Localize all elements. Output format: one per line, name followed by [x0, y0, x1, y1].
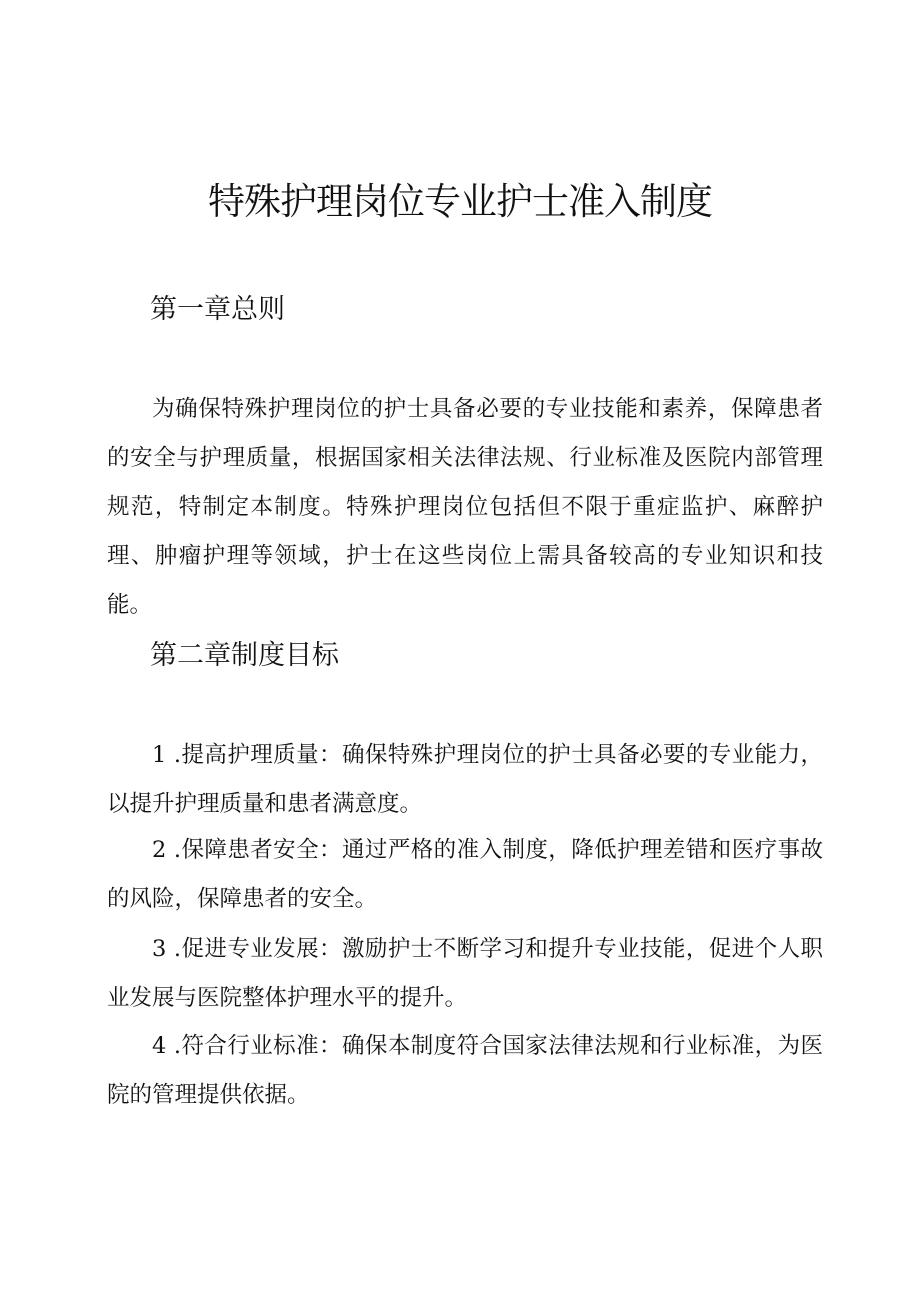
chapter-1-paragraph: 为确保特殊护理岗位的护士具备必要的专业技能和素养，保障患者的安全与护理质量，根据国家相关法律法规、行业标准及医院内部管理规范，特制定本制度。特殊护理岗位包括但不限于重症监护、麻醉护理、肿瘤护理等领域，护士在这些岗位上需具备较高的专业知识和技能。	[107, 396, 823, 618]
goal-item-2: 2 .保障患者安全：通过严格的准入制度，降低护理差错和医疗事故的风险，保障患者的安全。	[107, 837, 823, 912]
chapter-2-heading: 第二章制度目标	[150, 640, 339, 671]
goal-item-1: 1 .提高护理质量：确保特殊护理岗位的护士具备必要的专业能力，以提升护理质量和患者满意度。	[107, 742, 823, 817]
goal-item-4: 4 .符合行业标准：确保本制度符合国家法律法规和行业标准，为医院的管理提供依据。	[107, 1033, 823, 1108]
document-title: 特殊护理岗位专业护士准入制度	[208, 180, 712, 223]
chapter-1-heading: 第一章总则	[150, 294, 285, 325]
goal-item-3: 3 .促进专业发展：激励护士不断学习和提升专业技能，促进个人职业发展与医院整体护理水平的提升。	[107, 936, 823, 1011]
